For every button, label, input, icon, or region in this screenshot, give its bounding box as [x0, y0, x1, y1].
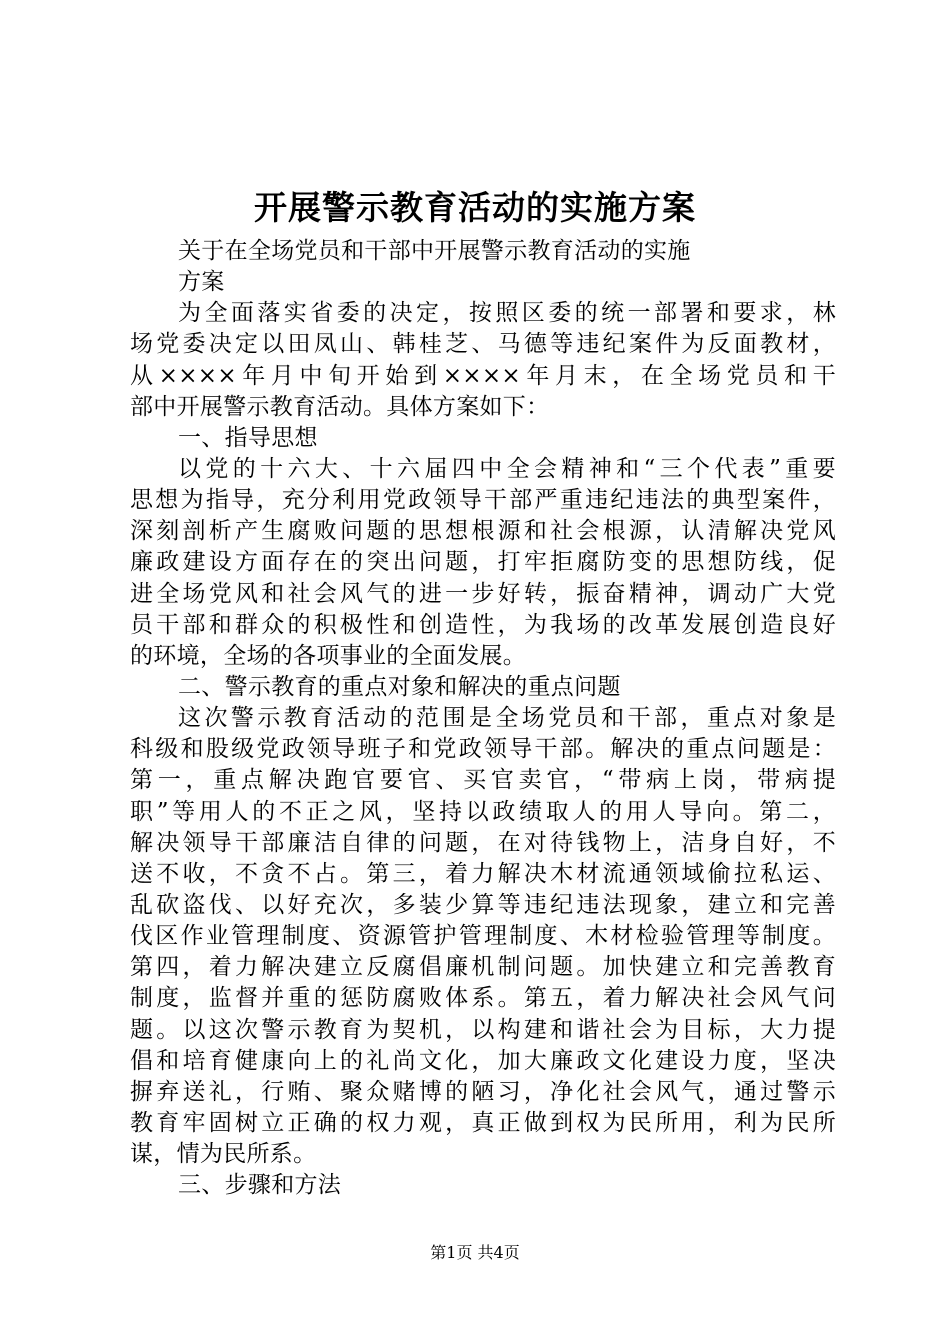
paragraph-line: 以党的十六大、十六届四中全会精神和“三个代表”重要	[178, 455, 836, 482]
paragraph-line: 倡和培育健康向上的礼尚文化，加大廉政文化建设力度，坚决	[130, 1047, 836, 1074]
paragraph-line: 第一，重点解决跑官要官、买官卖官，“带病上岗，带病提	[130, 767, 836, 794]
paragraph-line: 部中开展警示教育活动。具体方案如下：	[130, 393, 550, 420]
paragraph-line: 制度，监督并重的惩防腐败体系。第五，着力解决社会风气问	[130, 985, 836, 1012]
section-heading: 二、警示教育的重点对象和解决的重点问题	[178, 673, 621, 700]
paragraph-line: 从××××年月中旬开始到××××年月末，在全场党员和干	[130, 362, 836, 389]
paragraph-line: 思想为指导，充分利用党政领导干部严重违纪违法的典型案件，	[130, 487, 836, 514]
paragraph-line: 职”等用人的不正之风，坚持以政绩取人的用人导向。第二，	[130, 798, 836, 825]
paragraph-line: 场党委决定以田凤山、韩桂芝、马德等违纪案件为反面教材，	[130, 331, 836, 358]
paragraph-line: 科级和股级党政领导班子和党政领导干部。解决的重点问题是：	[130, 736, 836, 763]
section-heading: 三、步骤和方法	[178, 1172, 342, 1199]
paragraph-line: 教育牢固树立正确的权力观，真正做到权为民所用，利为民所	[130, 1109, 836, 1136]
subtitle-line: 方案	[178, 269, 225, 296]
paragraph-line: 员干部和群众的积极性和创造性，为我场的改革发展创造良好	[130, 611, 836, 638]
paragraph-line: 为全面落实省委的决定，按照区委的统一部署和要求，林	[178, 300, 836, 327]
paragraph-line: 摒弃送礼，行贿、聚众赌博的陋习，净化社会风气，通过警示	[130, 1078, 836, 1105]
paragraph-line: 的环境，全场的各项事业的全面发展。	[130, 642, 527, 669]
paragraph-line: 进全场党风和社会风气的进一步好转，振奋精神，调动广大党	[130, 580, 836, 607]
subtitle-line: 关于在全场党员和干部中开展警示教育活动的实施	[178, 238, 691, 264]
paragraph-line: 廉政建设方面存在的突出问题，打牢拒腐防变的思想防线，促	[130, 549, 836, 576]
paragraph-line: 送不收，不贪不占。第三，着力解决木材流通领域偷拉私运、	[130, 860, 836, 887]
section-heading: 一、指导思想	[178, 424, 318, 451]
paragraph-line: 深刻剖析产生腐败问题的思想根源和社会根源，认清解决党风	[130, 518, 836, 545]
paragraph-line: 解决领导干部廉洁自律的问题，在对待钱物上，洁身自好，不	[130, 829, 836, 856]
paragraph-line: 伐区作业管理制度、资源管护管理制度、木材检验管理等制度。	[130, 923, 836, 950]
paragraph-line: 乱砍盗伐、以好充次，多装少算等违纪违法现象，建立和完善	[130, 891, 836, 918]
document-body	[130, 236, 836, 1201]
paragraph-line: 第四，着力解决建立反腐倡廉机制问题。加快建立和完善教育	[130, 954, 836, 981]
page-footer: 第1页 共4页	[430, 1243, 520, 1262]
paragraph-line: 题。以这次警示教育为契机，以构建和谐社会为目标，大力提	[130, 1016, 836, 1043]
paragraph-line: 谋，情为民所系。	[130, 1141, 317, 1168]
document-title: 开展警示教育活动的实施方案	[254, 188, 696, 227]
paragraph-line: 这次警示教育活动的范围是全场党员和干部，重点对象是	[178, 705, 836, 732]
